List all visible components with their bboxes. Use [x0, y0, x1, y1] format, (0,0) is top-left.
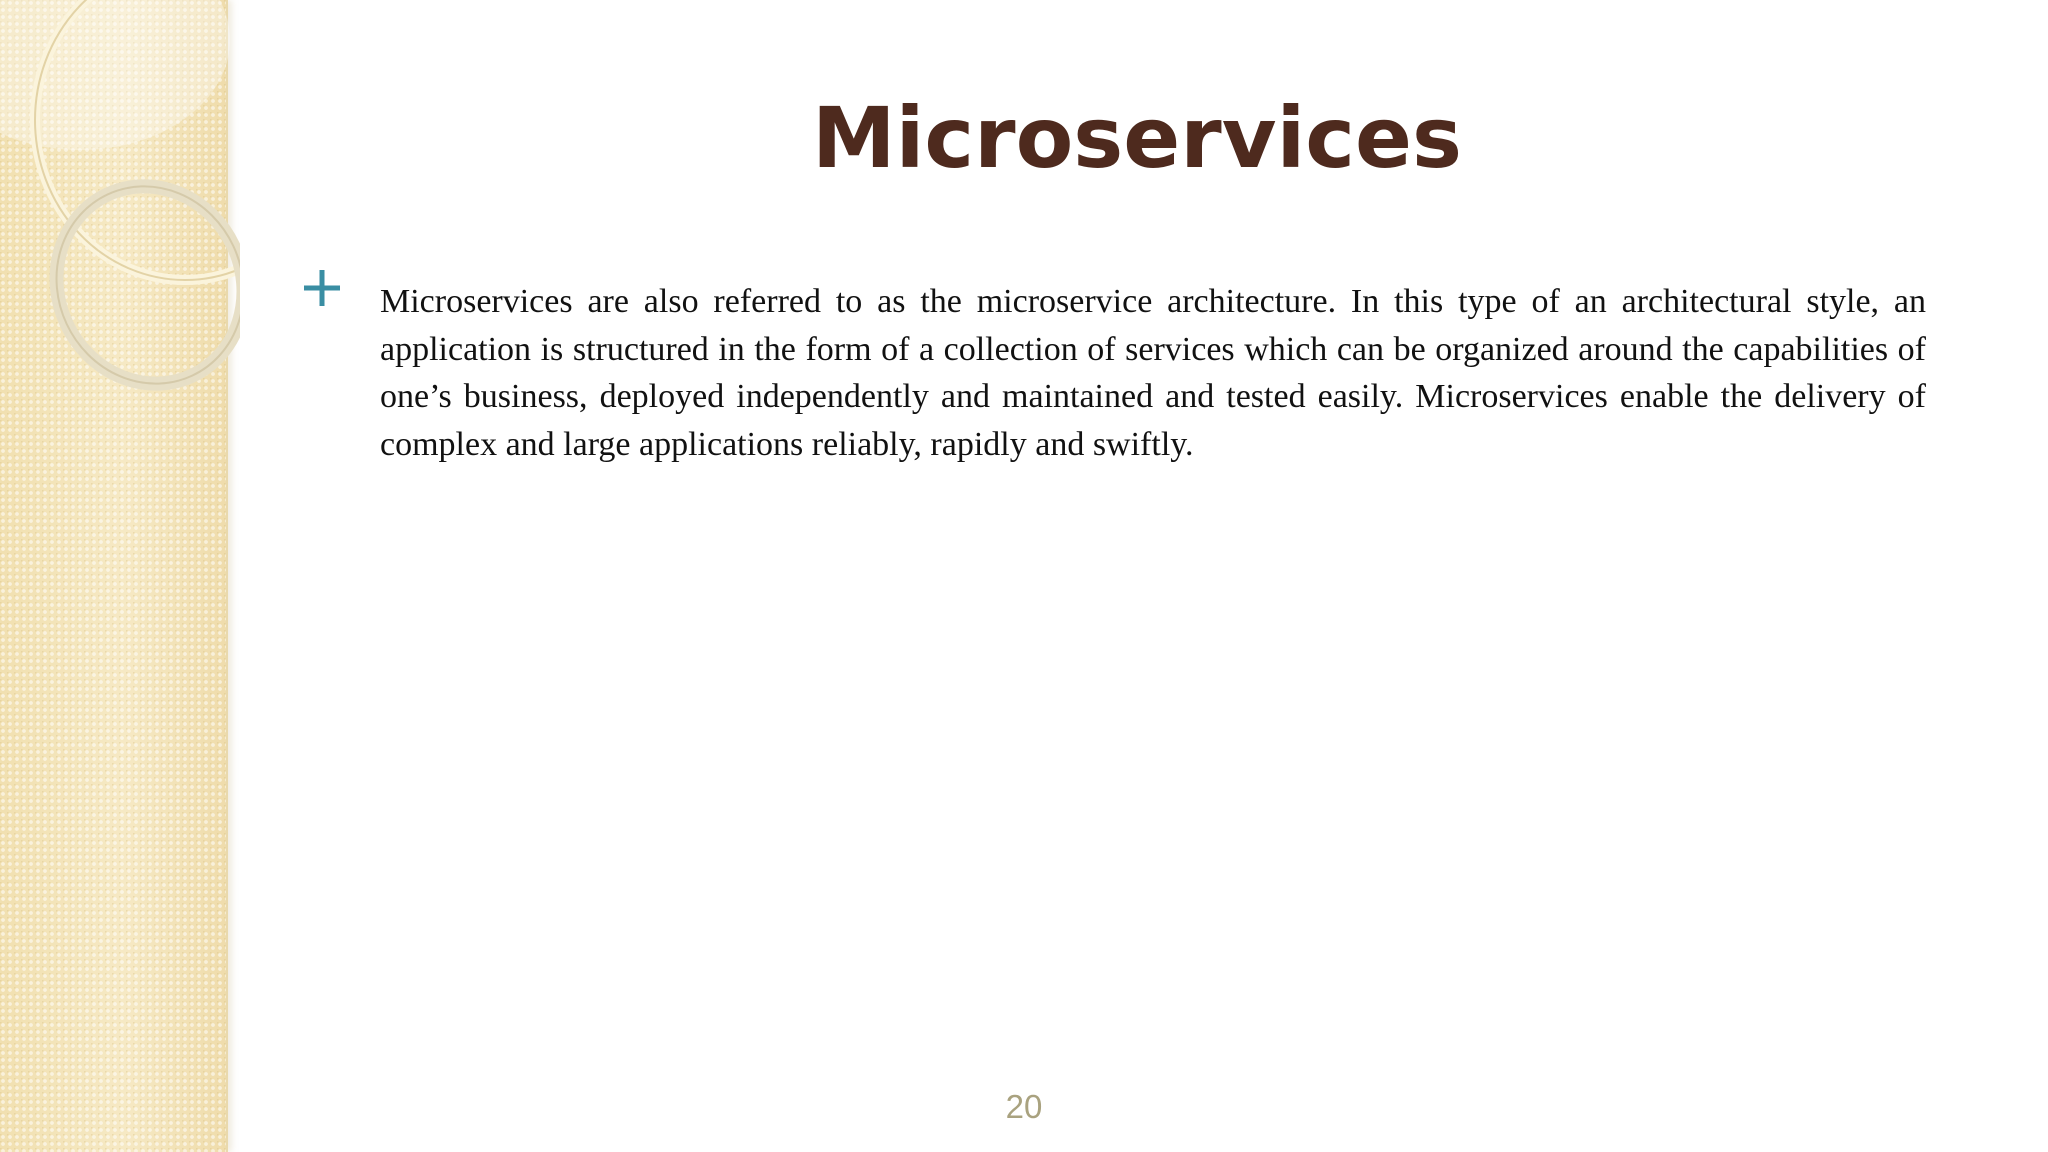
- bullet-text: Microservices are also referred to as the microservice architecture. In this type of an architectural style, an application is structured in the form of a collection of services which can be organized around the capabilities of one’s business, deployed independently and maintained and tested easily. Microservices enable the delivery of complex and large applications reliably, rapidly and swiftly.: [380, 283, 1926, 463]
- plus-icon: [300, 266, 344, 310]
- page-number: 20: [1005, 1088, 1043, 1125]
- slide-title: Microservices: [811, 89, 1462, 187]
- decorative-rings: [0, 0, 240, 420]
